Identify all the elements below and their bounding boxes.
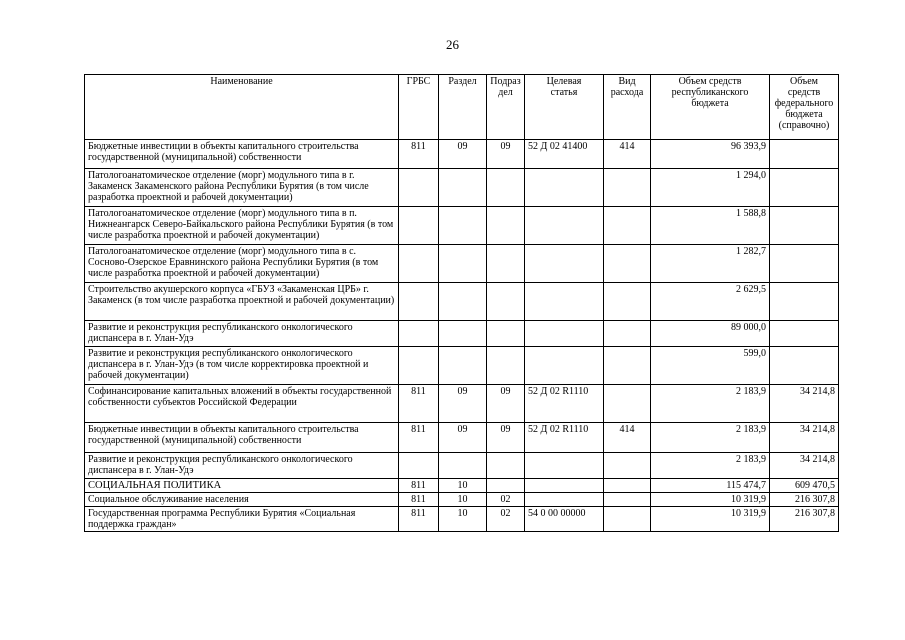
row-federal — [770, 245, 839, 283]
table-row — [85, 140, 839, 169]
row-target — [525, 347, 604, 385]
row-target — [525, 207, 604, 245]
table-body — [85, 140, 839, 532]
row-republican: 10 319,9 — [651, 493, 770, 507]
header-federal: Объем средств федерального бюджета (справочно) — [770, 75, 839, 140]
row-federal — [770, 169, 839, 207]
row-republican: 2 183,9 — [651, 453, 770, 479]
row-target: 52 Д 02 R1110 — [525, 385, 604, 423]
row-section: 10 — [439, 493, 487, 507]
row-target — [525, 479, 604, 493]
row-expense-type — [604, 207, 651, 245]
row-section — [439, 347, 487, 385]
row-name: Государственная программа Республики Бурятия «Социальная поддержка граждан» — [85, 507, 399, 532]
row-republican: 96 393,9 — [651, 140, 770, 169]
row-republican: 2 629,5 — [651, 283, 770, 321]
header-expense-type: Вид расхода — [604, 75, 651, 140]
row-republican: 10 319,9 — [651, 507, 770, 532]
row-target — [525, 283, 604, 321]
header-subsection: Подраз дел — [487, 75, 525, 140]
row-republican: 1 294,0 — [651, 169, 770, 207]
row-expense-type: 414 — [604, 423, 651, 453]
row-section — [439, 283, 487, 321]
row-expense-type — [604, 321, 651, 347]
row-grbs: 811 — [399, 385, 439, 423]
row-subsection: 09 — [487, 385, 525, 423]
row-expense-type — [604, 347, 651, 385]
header-target: Целевая статья — [525, 75, 604, 140]
row-expense-type — [604, 169, 651, 207]
row-subsection: 02 — [487, 507, 525, 532]
table-row — [85, 493, 839, 507]
row-republican: 1 282,7 — [651, 245, 770, 283]
row-grbs — [399, 245, 439, 283]
row-republican: 89 000,0 — [651, 321, 770, 347]
row-expense-type: 414 — [604, 140, 651, 169]
row-target — [525, 169, 604, 207]
row-name: Развитие и реконструкция республиканского онкологического диспансера в г. Улан-Удэ — [85, 321, 399, 347]
row-name: Строительство акушерского корпуса «ГБУЗ «Закаменская ЦРБ» г. Закаменск (в том числе разработка проектной и рабочей документации) — [85, 283, 399, 321]
row-target — [525, 245, 604, 283]
row-target — [525, 453, 604, 479]
table-header-row — [85, 75, 839, 140]
row-republican: 1 588,8 — [651, 207, 770, 245]
row-expense-type — [604, 283, 651, 321]
table-row — [85, 453, 839, 479]
row-federal: 34 214,8 — [770, 423, 839, 453]
row-target — [525, 321, 604, 347]
row-section — [439, 453, 487, 479]
row-grbs: 811 — [399, 507, 439, 532]
row-section: 09 — [439, 423, 487, 453]
row-section: 10 — [439, 479, 487, 493]
row-grbs: 811 — [399, 140, 439, 169]
row-federal — [770, 207, 839, 245]
header-republican: Объем средств республиканского бюджета — [651, 75, 770, 140]
row-expense-type — [604, 385, 651, 423]
row-grbs — [399, 283, 439, 321]
row-grbs — [399, 169, 439, 207]
row-section — [439, 169, 487, 207]
row-section — [439, 207, 487, 245]
row-subsection — [487, 245, 525, 283]
row-name: Бюджетные инвестиции в объекты капитального строительства государственной (муниципальной) собственности — [85, 423, 399, 453]
table-row — [85, 385, 839, 423]
row-subsection — [487, 283, 525, 321]
row-grbs — [399, 321, 439, 347]
table-row — [85, 283, 839, 321]
header-grbs: ГРБС — [399, 75, 439, 140]
row-subsection: 09 — [487, 423, 525, 453]
row-expense-type — [604, 245, 651, 283]
row-name: Софинансирование капитальных вложений в объекты государственной собственности субъектов Российской Федерации — [85, 385, 399, 423]
row-federal: 34 214,8 — [770, 453, 839, 479]
row-expense-type — [604, 453, 651, 479]
row-republican: 2 183,9 — [651, 385, 770, 423]
row-section: 09 — [439, 140, 487, 169]
row-target — [525, 493, 604, 507]
row-grbs: 811 — [399, 493, 439, 507]
row-section: 10 — [439, 507, 487, 532]
row-section — [439, 245, 487, 283]
row-grbs — [399, 207, 439, 245]
row-target: 52 Д 02 41400 — [525, 140, 604, 169]
row-grbs — [399, 347, 439, 385]
row-subsection — [487, 453, 525, 479]
page-number: 26 — [446, 37, 459, 52]
row-target: 52 Д 02 R1110 — [525, 423, 604, 453]
row-grbs — [399, 453, 439, 479]
row-section: 09 — [439, 385, 487, 423]
row-federal — [770, 321, 839, 347]
row-name: Патологоанатомическое отделение (морг) модульного типа в г. Закаменск Закаменского района Республики Бурятия (в том числе разработка проектной и рабочей документации) — [85, 169, 399, 207]
row-subsection — [487, 321, 525, 347]
row-republican: 2 183,9 — [651, 423, 770, 453]
row-expense-type — [604, 493, 651, 507]
row-section — [439, 321, 487, 347]
row-federal: 216 307,8 — [770, 493, 839, 507]
row-name: Патологоанатомическое отделение (морг) модульного типа в п. Нижнеангарск Северо-Байкальского района Республики Бурятия (в том числе разработка проектной и рабочей документации) — [85, 207, 399, 245]
row-name: СОЦИАЛЬНАЯ ПОЛИТИКА — [85, 479, 399, 493]
row-subsection — [487, 207, 525, 245]
row-subsection — [487, 479, 525, 493]
row-republican: 115 474,7 — [651, 479, 770, 493]
row-name: Развитие и реконструкция республиканского онкологического диспансера в г. Улан-Удэ — [85, 453, 399, 479]
row-target: 54 0 00 00000 — [525, 507, 604, 532]
row-name: Патологоанатомическое отделение (морг) модульного типа в с. Сосново-Озерское Еравнинского района Республики Бурятия (в том числе разработка проектной и рабочей документации) — [85, 245, 399, 283]
table-row — [85, 207, 839, 245]
row-name: Социальное обслуживание населения — [85, 493, 399, 507]
header-section: Раздел — [439, 75, 487, 140]
table-row — [85, 479, 839, 493]
row-grbs: 811 — [399, 479, 439, 493]
row-subsection — [487, 347, 525, 385]
budget-table — [84, 74, 839, 532]
row-federal — [770, 347, 839, 385]
row-federal: 609 470,5 — [770, 479, 839, 493]
row-federal: 216 307,8 — [770, 507, 839, 532]
table-row — [85, 169, 839, 207]
row-name: Развитие и реконструкция республиканского онкологического диспансера в г. Улан-Удэ (в том числе корректировка проектной и рабочей документации) — [85, 347, 399, 385]
row-subsection: 02 — [487, 493, 525, 507]
row-federal — [770, 283, 839, 321]
row-federal — [770, 140, 839, 169]
table-row — [85, 423, 839, 453]
row-republican: 599,0 — [651, 347, 770, 385]
row-expense-type — [604, 507, 651, 532]
row-subsection: 09 — [487, 140, 525, 169]
table-row — [85, 321, 839, 347]
row-name: Бюджетные инвестиции в объекты капитального строительства государственной (муниципальной) собственности — [85, 140, 399, 169]
row-subsection — [487, 169, 525, 207]
table-row — [85, 245, 839, 283]
row-grbs: 811 — [399, 423, 439, 453]
row-expense-type — [604, 479, 651, 493]
row-federal: 34 214,8 — [770, 385, 839, 423]
table-row — [85, 507, 839, 532]
header-name: Наименование — [85, 75, 399, 140]
table-row — [85, 347, 839, 385]
